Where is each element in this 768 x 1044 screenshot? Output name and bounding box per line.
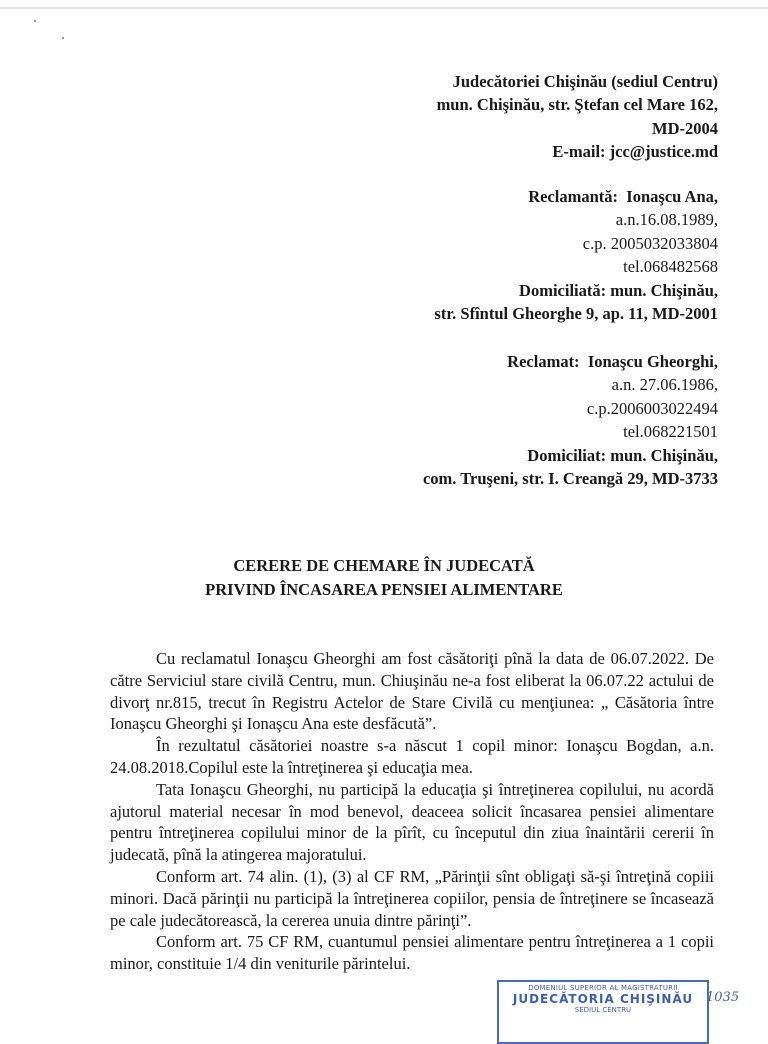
title-line-1: CERERE DE CHEMARE ÎN JUDECATĂ: [233, 556, 535, 575]
defendant-id-number: c.p.2006003022494: [586, 398, 718, 418]
plaintiff-domicile-street: str. Sfîntul Gheorghe 9, ap. 11, MD-2001: [434, 304, 718, 324]
court-registration-stamp: [497, 980, 709, 1044]
plaintiff-id-number: c.p. 2005032033804: [582, 233, 718, 253]
handwritten-registration-number: 1035: [706, 990, 740, 1005]
court-name: Judecătoriei Chişinău (sediul Centru): [452, 72, 718, 91]
scan-top-edge: [0, 7, 768, 9]
stamp-line-2: JUDECĂTORIA CHIŞINĂU: [512, 992, 694, 1006]
document-title: [0, 554, 768, 602]
body-paragraph-2: În rezultatul căsătoriei noastre s-a născut 1 copil minor: Ionaşcu Bogdan, a.n. 24.08.2018.Copilul este la întreţinerea şi educaţia mea.: [110, 736, 714, 777]
defendant-domicile-label: Domiciliat:: [527, 445, 607, 465]
plaintiff-phone: tel.068482568: [623, 257, 718, 277]
court-postal-code: MD-2004: [652, 118, 718, 138]
scan-speck: [34, 20, 36, 22]
defendant-birth-date: a.n. 27.06.1986,: [611, 375, 718, 395]
plaintiff-domicile-label: Domiciliată:: [519, 280, 607, 300]
defendant-phone: tel.068221501: [623, 422, 718, 442]
body-paragraph-4: Conform art. 74 alin. (1), (3) al CF RM, „Părinţii sînt obligaţi să-şi întreţină copiii minori. Dacă părinţii nu participă la întreţinerea copiilor, pensia de întreţinere se încasează pe cale judecătorească, la cererea unuia dintre părinţi”.: [110, 866, 714, 930]
title-line-2: PRIVIND ÎNCASAREA PENSIEI ALIMENTARE: [205, 580, 563, 599]
body-paragraph-3: Tata Ionaşcu Gheorghi, nu participă la educaţia şi întreţinerea copilului, nu acordă ajutorul material necesar în mod benevol, deaceea solicit încasarea pensiei alimentare pentru întreţinerea copilului minor de la pîrît, cu începutul din ziua înaintării cererii în judecată, pînă la atingerea majoratului.: [110, 779, 714, 865]
document-body: [110, 648, 714, 975]
plaintiff-domicile-city: mun. Chişinău,: [610, 280, 718, 300]
plaintiff-block: [434, 185, 718, 325]
plaintiff-name: Ionaşcu Ana,: [626, 187, 718, 206]
defendant-name: Ionaşcu Gheorghi,: [587, 352, 718, 371]
defendant-label: Reclamat:: [507, 352, 580, 371]
scan-speck: [62, 37, 64, 39]
body-paragraph-1: Cu reclamatul Ionaşcu Gheorghi am fost căsătoriţi pînă la data de 06.07.2022. De către Serviciul stare civilă Centru, mun. Chiuşinău ne-a fost eliberat la 06.07.22 actului de divorţ nr.815, trecut în Registru Actelor de Stare Civilă cu menţiunea: „ Căsătoria între Ionaşcu Gheorghi şi Ionaşcu Ana este desfăcută”.: [110, 649, 714, 734]
defendant-domicile-street: com. Truşeni, str. I. Creangă 29, MD-3733: [422, 469, 718, 489]
defendant-domicile-city: mun. Chişinău,: [610, 445, 718, 465]
stamp-line-1: DOMENIUL SUPERIOR AL MAGISTRATURII: [528, 984, 678, 992]
stamp-line-3: SEDIUL CENTRU: [574, 1006, 632, 1014]
court-address-block: [437, 70, 718, 164]
body-paragraph-5: Conform art. 75 CF RM, cuantumul pensiei alimentare pentru întreţinerea a 1 copii minor, constituie 1/4 din veniturile părintelui.: [110, 932, 714, 974]
defendant-block: [423, 350, 718, 490]
plaintiff-label: Reclamantă:: [528, 187, 619, 206]
court-street: mun. Chişinău, str. Ştefan cel Mare 162,: [436, 95, 718, 115]
plaintiff-birth-date: a.n.16.08.1989,: [615, 210, 718, 230]
court-email: E-mail: jcc@justice.md: [552, 142, 718, 162]
